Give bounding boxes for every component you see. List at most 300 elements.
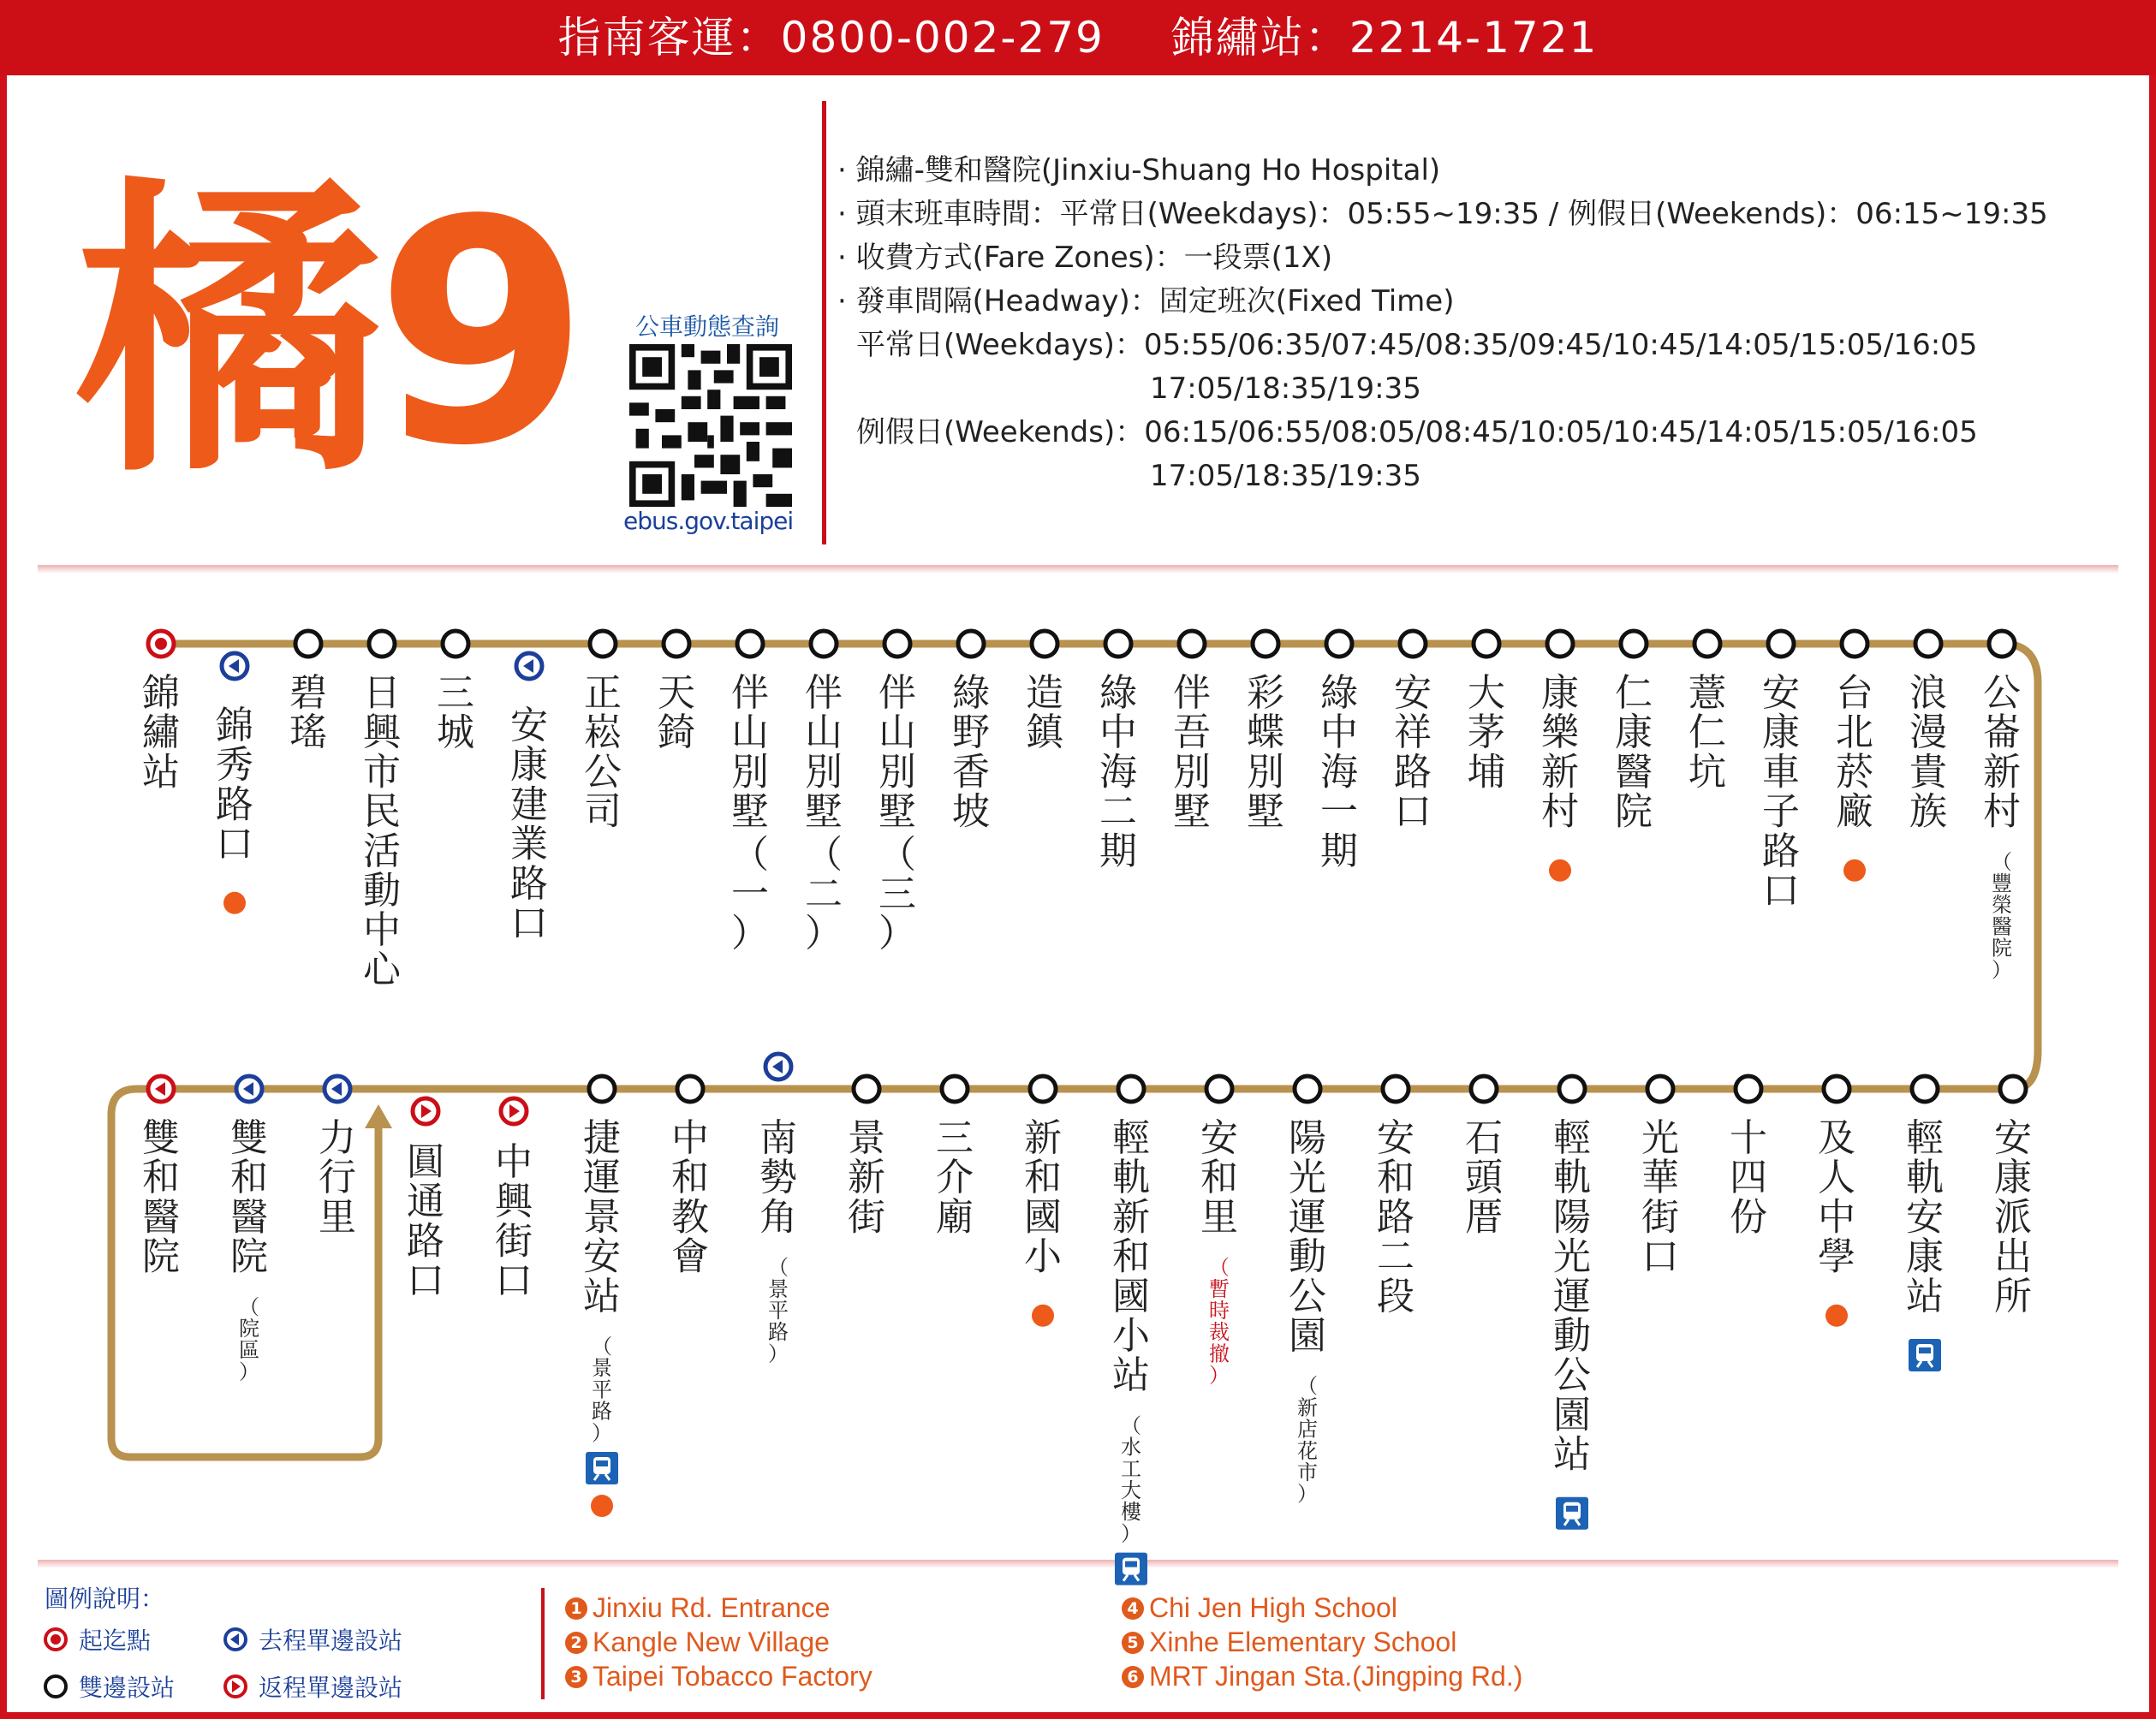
bottom-stop-label: 四 [1730,1156,1767,1200]
service-hours: · 頭末班車時間：平常日(Weekdays)：05:55~19:35 / 例假日(Weekends)：06:15~19:35 [837,197,2048,231]
bottom-stop-label: 街 [1641,1195,1679,1240]
bottom-stop-label: 十 [1730,1116,1767,1160]
bottom-stop-label: 安 [583,1234,621,1279]
top-stop-label: 司 [584,789,622,834]
top-stop-label: 動 [363,869,401,913]
bottom-stop-note: ） [768,1341,789,1366]
bottom-stop-label: 路 [1377,1195,1415,1240]
bottom-stop-label: 中 [1818,1195,1855,1240]
bottom-stop-marker[interactable] [1206,1076,1232,1102]
bottom-stop-label: 安 [1906,1195,1944,1240]
bottom-stop-label: 醫 [230,1195,268,1240]
top-stop-label: 墅 [805,789,843,834]
bottom-stop-label: 運 [1289,1195,1326,1240]
metro-icon [586,1452,618,1484]
bottom-stop-label: 國 [1112,1274,1150,1318]
top-stop-label: 別 [1247,750,1284,794]
bottom-stop-note: 時 [1209,1299,1230,1323]
bottom-stop-label: 和 [1377,1156,1415,1200]
top-stop-label: 崙 [1983,711,2021,755]
bottom-stop-label: 園 [1289,1314,1326,1358]
bottom-stop-label: 路 [407,1219,444,1264]
top-stop-label: 新 [1983,750,2021,794]
top-stop-label: 鎮 [1026,711,1063,755]
top-stop-suffix: ） [878,912,916,956]
badge-icon [1843,860,1866,882]
note-6 [1122,1661,1522,1692]
bottom-stop-label: 陽 [1289,1116,1326,1160]
top-stop-label: 蝶 [1247,711,1284,755]
top-stop-label: 口 [216,822,253,866]
weekday-times: 平常日(Weekdays)：05:55/06:35/07:45/08:35/09:45/10:45/14:05/15:05/16:05 [856,328,1978,362]
badge-icon: 5 [1122,1632,1144,1654]
legend-terminal-label: 起迄點 [79,1627,152,1655]
badge-icon [1825,1305,1848,1327]
bottom-stop-marker[interactable] [236,1076,262,1102]
top-stop-label: 墅 [1247,789,1284,834]
bottom-stop-note: ） [592,1420,612,1445]
top-stop-label: 茅 [1468,711,1505,755]
bottom-stop-label: 站 [583,1274,621,1318]
top-stop-label: 山 [878,711,916,755]
top-stop-label: 祥 [1394,711,1432,755]
bottom-stop-marker[interactable] [1824,1076,1849,1102]
bottom-stop-note: 店 [1297,1417,1318,1442]
qr-title: 公車動態查詢 [635,312,780,341]
company-phone: 指南客運：0800-002-279 [557,13,1105,62]
top-stop-label: 錦 [142,671,180,715]
note-text: Taipei Tobacco Factory [593,1661,873,1692]
bottom-stop-note: 景 [592,1356,612,1381]
top-stop-marker[interactable] [1547,631,1573,657]
bottom-stop-label: 通 [407,1180,444,1224]
bottom-stop-label: 份 [1730,1195,1767,1240]
bottom-stop-label: 段 [1377,1274,1415,1318]
top-stop-marker[interactable] [1768,631,1794,657]
bottom-stop-label: 人 [1818,1156,1855,1200]
bottom-stop-label: 行 [319,1156,356,1200]
top-stop-label: 北 [1836,711,1873,755]
bottom-stop-label: 園 [1553,1393,1591,1437]
bottom-stop-label: 派 [1994,1195,2032,1240]
bottom-stop-label: 公 [1289,1274,1326,1318]
top-stop-marker[interactable] [1032,631,1057,657]
legend-both-label: 雙邊設站 [79,1674,176,1702]
top-stop-label: 浪 [1909,671,1947,715]
top-stop-marker[interactable] [516,653,542,679]
bottom-stop-note: 大 [1121,1478,1141,1502]
bottom-stop-label: 出 [1994,1234,2032,1279]
direction-arrow-icon [365,1104,392,1128]
bottom-stop-label: 康 [1906,1234,1944,1279]
headway: · 發車間隔(Headway)：固定班次(Fixed Time) [837,284,1455,318]
bottom-stop-label: 軌 [1112,1156,1150,1200]
top-stop-marker[interactable] [1253,631,1278,657]
bottom-stop-marker[interactable] [1030,1076,1056,1102]
top-stop-label: 碧 [289,671,327,715]
badge-icon [1032,1305,1054,1327]
top-stop-label: 村 [1983,789,2021,834]
note-2 [565,1627,830,1658]
legend-outbound-label: 去程單邊設站 [259,1627,403,1655]
top-stop-marker[interactable] [443,631,468,657]
bottom-stop-note: 工 [1121,1456,1141,1481]
top-stop-label: 埔 [1468,750,1505,794]
top-stop-label: 期 [1320,829,1358,873]
bottom-stop-label: 和 [1200,1156,1238,1200]
top-stop-label: 海 [1320,750,1358,794]
top-stop-label: 安 [510,704,548,747]
top-stop-label: 廠 [1836,789,1873,834]
bottom-stop-note: 水 [1121,1435,1141,1460]
bottom-stop-label: 院 [230,1234,268,1279]
top-stop-label: 中 [1099,711,1137,755]
bottom-stop-marker[interactable] [1912,1076,1938,1102]
top-stop-suffix: ） [805,912,843,956]
top-stop-label: 三 [437,671,474,715]
bottom-stop-note: 區 [239,1338,259,1363]
return-icon [223,1674,248,1699]
bottom-stop-label: 街 [495,1219,533,1264]
top-stop-marker[interactable] [737,631,763,657]
bottom-stop-note: 新 [1297,1395,1318,1420]
note-3 [565,1661,873,1692]
top-stop-suffix: 三 [878,872,916,916]
top-stop-label: 新 [1541,750,1579,794]
top-stop-label: 康 [1762,711,1800,755]
bottom-stop-note: ） [1121,1521,1141,1546]
top-stop-marker[interactable] [958,631,984,657]
top-stop-label: 二 [1099,789,1137,834]
top-stop-note: ） [1992,957,2012,982]
top-stop-label: 樂 [1541,711,1579,755]
top-stop-marker[interactable] [1179,631,1205,657]
top-stop-label: 康 [510,743,548,788]
badge-icon: 4 [1122,1597,1144,1620]
weekday-times-cont: 17:05/18:35/19:35 [1150,372,1421,406]
top-stop-label: 業 [510,822,548,866]
top-stop-label: 香 [952,750,990,794]
bottom-stop-marker[interactable] [854,1076,879,1102]
top-stop-label: 坡 [952,789,990,834]
bottom-stop-label: 雙 [142,1116,180,1160]
top-stop-marker[interactable] [1621,631,1647,657]
top-stop-marker[interactable] [590,631,616,657]
top-stop-label: 薏 [1688,671,1726,715]
top-stop-label: 村 [1541,789,1579,834]
bottom-stop-label: 站 [1553,1432,1591,1477]
top-stop-marker[interactable] [1326,631,1352,657]
bottom-stop-label: 教 [671,1195,709,1240]
bottom-stop-marker[interactable] [325,1076,350,1102]
bottom-stop-marker[interactable] [942,1076,968,1102]
top-stop-note: 豐 [1992,871,2012,895]
bottom-stop-note: （ [239,1294,259,1319]
top-stop-note: 院 [1992,936,2012,961]
bottom-stop-note: 樓 [1121,1500,1141,1525]
terminal-icon [43,1627,68,1652]
bottom-stop-marker[interactable] [1647,1076,1673,1102]
top-stop-label: 坑 [1688,750,1726,794]
top-stop-note: （ [1992,849,2012,874]
top-stop-label: 中 [363,908,401,953]
top-stop-marker[interactable] [1400,631,1426,657]
bottom-stop-label: 康 [1994,1156,2032,1200]
legend-both [43,1669,175,1704]
bottom-stop-label: 輕 [1553,1116,1591,1160]
bottom-stop-marker[interactable] [1295,1076,1320,1102]
top-stop-label: 民 [363,789,401,834]
note-text: Jinxiu Rd. Entrance [593,1592,831,1623]
top-stop-label: 伴 [805,671,843,715]
bottom-stop-label: 中 [671,1116,709,1160]
bottom-stop-note: （ [1209,1255,1230,1280]
bottom-stop-label: 學 [1818,1234,1855,1279]
bottom-stop-label: 新 [1024,1116,1062,1160]
station-phone: 錦繡站：2214-1721 [1170,13,1599,62]
bottom-stop-label: 和 [230,1156,268,1200]
bottom-stop-marker[interactable] [677,1076,703,1102]
top-stop-label: 路 [216,782,253,827]
bottom-stop-note: 平 [768,1299,789,1323]
top-stop-marker[interactable] [1915,631,1941,657]
top-stop-label: 站 [142,750,180,794]
bottom-stop-label: 南 [759,1116,797,1160]
top-stop-label: 吾 [1173,711,1211,755]
top-stop-label: 子 [1762,789,1800,834]
top-stop-label: 別 [1173,750,1211,794]
top-stop-label: 安 [1394,671,1432,715]
bottom-stop-label: 安 [1200,1116,1238,1160]
metro-icon [1115,1553,1147,1585]
bottom-stop-label: 興 [495,1180,533,1224]
bottom-stop-note: 撤 [1209,1341,1230,1366]
weekend-times-cont: 17:05/18:35/19:35 [1150,459,1421,493]
bottom-stop-label: 中 [495,1140,533,1184]
top-stop-label: 天 [658,671,695,715]
bottom-stop-label: 三 [936,1116,974,1160]
top-stop-marker[interactable] [148,631,174,657]
top-stop-label: 崧 [584,711,622,755]
metro-icon [1909,1339,1941,1371]
bottom-stop-label: 陽 [1553,1195,1591,1240]
metro-icon [1556,1497,1588,1530]
top-stop-label: 別 [878,750,916,794]
top-stop-note: 醫 [1992,914,2012,939]
top-stop-label: 繡 [142,711,180,755]
bottom-stop-note: 院 [239,1317,259,1341]
bottom-stop-label: 介 [936,1156,974,1200]
top-stop-label: 大 [1468,671,1505,715]
top-stop-label: 安 [1762,671,1800,715]
top-stop-note: 榮 [1992,893,2012,918]
bottom-stop-label: 雙 [230,1116,268,1160]
bottom-stop-marker[interactable] [2000,1076,2026,1102]
bottom-stop-label: 軌 [1553,1156,1591,1200]
top-stop-label: 建 [510,782,548,827]
bottom-stop-label: 國 [1024,1195,1062,1240]
top-stop-label: 車 [1762,750,1800,794]
top-stop-label: 路 [510,861,548,906]
bottom-stop-label: 動 [1289,1234,1326,1279]
note-text: Xinhe Elementary School [1149,1627,1457,1657]
legend-title: 圖例說明： [45,1585,165,1613]
legend-return-label: 返程單邊設站 [259,1674,403,1702]
bottom-stop-label: 角 [759,1195,797,1240]
top-stop-label: 中 [1320,711,1358,755]
bottom-stop-marker[interactable] [148,1076,174,1102]
top-stop-label: 漫 [1909,711,1947,755]
top-stop-suffix: （ [731,832,769,877]
bottom-stop-note: ） [1209,1363,1230,1388]
top-stop-label: 一 [1320,789,1358,834]
bottom-stop-label: 會 [671,1234,709,1279]
bottom-stop-note: 景 [768,1276,789,1301]
bottom-stop-marker[interactable] [1471,1076,1497,1102]
top-stop-label: 貴 [1909,750,1947,794]
bottom-stop-label: 光 [1289,1156,1326,1200]
bottom-stop-note: 市 [1297,1460,1318,1484]
both-sides-icon [43,1674,68,1699]
note-1 [565,1592,830,1624]
bottom-stop-marker[interactable] [1118,1076,1144,1102]
bottom-stop-label: 小 [1112,1314,1150,1358]
legend-return [223,1669,402,1704]
bottom-stop-label: 和 [1024,1156,1062,1200]
top-stop-marker[interactable] [369,631,395,657]
top-stop-marker[interactable] [1989,631,2015,657]
top-stop-marker[interactable] [1694,631,1720,657]
bottom-stop-marker[interactable] [1736,1076,1761,1102]
bottom-stop-label: 安 [1994,1116,2032,1160]
bottom-stop-label: 安 [1377,1116,1415,1160]
top-stop-label: 日 [363,671,401,715]
bottom-stop-label: 所 [1994,1274,2032,1318]
top-stop-marker[interactable] [1842,631,1867,657]
top-stop-suffix: （ [805,832,843,877]
top-stop-label: 別 [731,750,769,794]
bottom-stop-note: 路 [592,1399,612,1424]
top-stop-label: 興 [363,711,401,755]
bottom-stop-label: 圓 [407,1140,444,1184]
top-stop-marker[interactable] [811,631,837,657]
legend-outbound [223,1622,402,1657]
bottom-stop-marker[interactable] [765,1054,791,1080]
top-stop-label: 口 [510,901,548,945]
top-stop-label: 仁 [1688,711,1726,755]
bottom-stop-label: 院 [142,1234,180,1279]
bottom-stop-label: 華 [1641,1156,1679,1200]
top-stop-label: 綠 [952,671,990,715]
badge-icon [223,892,246,914]
bottom-stop-label: 及 [1818,1116,1855,1160]
bottom-stop-label: 勢 [759,1156,797,1200]
top-stop-marker[interactable] [1105,631,1131,657]
bottom-stop-note: （ [1297,1374,1318,1399]
bottom-stop-label: 新 [848,1156,885,1200]
top-stop-label: 族 [1909,789,1947,834]
bottom-stop-label: 和 [142,1156,180,1200]
top-stop-label: 山 [731,711,769,755]
top-stop-label: 公 [584,750,622,794]
bottom-stop-label: 動 [1553,1314,1591,1358]
bottom-stop-label: 光 [1641,1116,1679,1160]
top-stop-marker[interactable] [295,631,321,657]
route-number: 橘9 [75,154,581,513]
top-stop-label: 城 [437,711,474,755]
top-stop-label: 菸 [1836,750,1873,794]
bottom-stop-label: 站 [1112,1353,1150,1398]
note-5 [1122,1627,1456,1658]
top-stop-label: 路 [1762,829,1800,873]
top-stop-suffix: （ [878,832,916,877]
note-text: Kangle New Village [593,1627,830,1657]
qr-url[interactable]: ebus.gov.taipei [623,507,794,535]
bottom-stop-marker[interactable] [413,1098,438,1124]
top-stop-label: 仁 [1615,671,1653,715]
top-stop-label: 正 [584,671,622,715]
bottom-stop-label: 站 [1906,1274,1944,1318]
top-stop-marker[interactable] [1474,631,1499,657]
top-stop-label: 期 [1099,829,1137,873]
top-stop-label: 錡 [658,711,695,755]
bottom-stop-label: 二 [1377,1234,1415,1279]
top-stop-label: 造 [1026,671,1063,715]
bottom-stop-note: ） [1297,1482,1318,1507]
bottom-stop-label: 石 [1465,1116,1503,1160]
top-stop-label: 綠 [1099,671,1137,715]
top-stop-suffix: 一 [731,872,769,916]
badge-icon: 1 [565,1597,587,1620]
bottom-stop-note: 暫 [1209,1276,1230,1301]
bottom-stop-label: 新 [1112,1195,1150,1240]
bottom-stop-label: 力 [319,1116,356,1160]
bottom-stop-label: 運 [1553,1274,1591,1318]
bottom-stop-marker[interactable] [1559,1076,1585,1102]
top-stop-label: 台 [1836,671,1873,715]
bottom-stop-label: 景 [848,1116,885,1160]
top-stop-label: 山 [805,711,843,755]
top-stop-label: 墅 [878,789,916,834]
bottom-stop-label: 公 [1553,1353,1591,1398]
top-stop-label: 伴 [1173,671,1211,715]
note-4 [1122,1592,1397,1624]
legend-divider [541,1588,545,1699]
bottom-stop-label: 里 [1200,1195,1238,1240]
bottom-stop-label: 厝 [1465,1195,1503,1240]
top-stop-marker[interactable] [884,631,910,657]
bottom-stop-marker[interactable] [1383,1076,1409,1102]
top-stop-label: 活 [363,829,401,873]
bottom-stop-label: 輕 [1112,1116,1150,1160]
bottom-stop-label: 輕 [1906,1116,1944,1160]
badge-icon [1549,860,1571,882]
top-stop-marker[interactable] [664,631,689,657]
top-stop-label: 路 [1394,750,1432,794]
badge-icon [591,1495,613,1517]
top-stop-marker[interactable] [222,653,247,679]
top-stop-label: 秀 [216,743,253,788]
top-stop-label: 心 [363,948,401,992]
bottom-stop-marker[interactable] [501,1098,527,1124]
bottom-stop-label: 街 [848,1195,885,1240]
bottom-stop-marker[interactable] [589,1076,615,1102]
top-stop-label: 康 [1615,711,1653,755]
bottom-stop-note: 花 [1297,1438,1318,1463]
top-stop-label: 市 [363,750,401,794]
bottom-stop-label: 口 [1641,1234,1679,1279]
top-stop-suffix: 二 [805,872,843,916]
